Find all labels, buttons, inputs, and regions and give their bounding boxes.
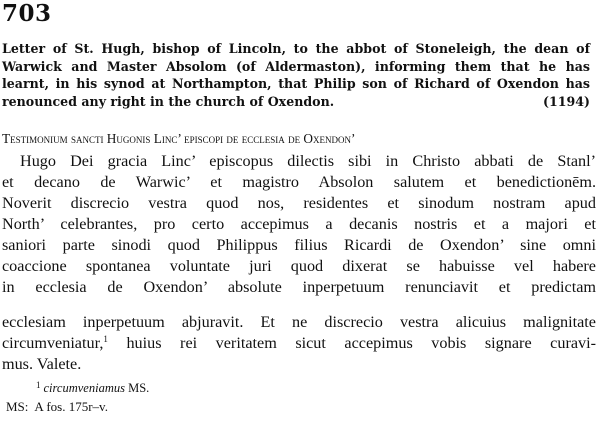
footnote-marker: 1 bbox=[103, 334, 108, 344]
document-date: (1194) bbox=[543, 93, 590, 109]
footnote-reading: circumveniamus bbox=[43, 381, 125, 395]
footnote-source: MS. bbox=[128, 381, 150, 395]
text-line: coaccione spontanea voluntate juri quod dixerat se habuisse vel habere bbox=[2, 257, 596, 275]
summary-text: Letter of St. Hugh, bishop of Lincoln, to the abbot of Stoneleigh, the dean of Warwick and Master Absolom (of Aldermaston), informing them that he has learnt, in his synod at Northampton, that Philip son of Richard of Oxendon has renounced any right in the church of Oxendon. bbox=[2, 41, 590, 109]
text-line: mus. Valete. bbox=[2, 355, 82, 373]
footnote bbox=[36, 378, 149, 395]
text-line: North’ celebrantes, pro certo accepimus a decanis nostris et a majori et bbox=[2, 215, 596, 233]
text-line: in ecclesia de Oxendon’ absolute inperpetuum renunciavit et predictam bbox=[2, 278, 596, 296]
footnote-number: 1 bbox=[36, 380, 41, 390]
text-line-with-footnote bbox=[2, 333, 596, 354]
manuscript-label: MS: bbox=[6, 399, 29, 414]
text-line: et decano de Warwic’ et magistro Absolon salutem et benedictionēm. bbox=[2, 173, 596, 191]
charter-text bbox=[2, 151, 596, 375]
manuscript-folio: A fos. 175r–v. bbox=[34, 399, 108, 414]
text-segment: circumveniatur, bbox=[2, 334, 104, 352]
charter-heading: Testimonium sancti Hugonis Linc’ episcopi de ecclesia de Oxendon’ bbox=[2, 131, 356, 146]
text-line: Noverit discrecio vestra quod nos, residentes et sinodum nostram apud bbox=[2, 194, 596, 212]
manuscript-reference bbox=[6, 399, 108, 415]
text-line: Hugo Dei gracia Linc’ episcopus dilectis sibi in Christo abbati de Stanl’ bbox=[20, 152, 596, 170]
text-line: saniori parte sinodi quod Philippus filius Ricardi de Oxendon’ sine omni bbox=[2, 236, 596, 254]
text-segment: huius rei veritatem sicut accepimus vobis signare curavi- bbox=[126, 334, 597, 352]
document-number: 703 bbox=[2, 0, 52, 27]
text-line: ecclesiam inperpetuum abjuravit. Et ne discrecio vestra alicuius malignitate bbox=[2, 313, 596, 331]
document-summary bbox=[2, 40, 590, 110]
page-gap bbox=[2, 298, 596, 312]
